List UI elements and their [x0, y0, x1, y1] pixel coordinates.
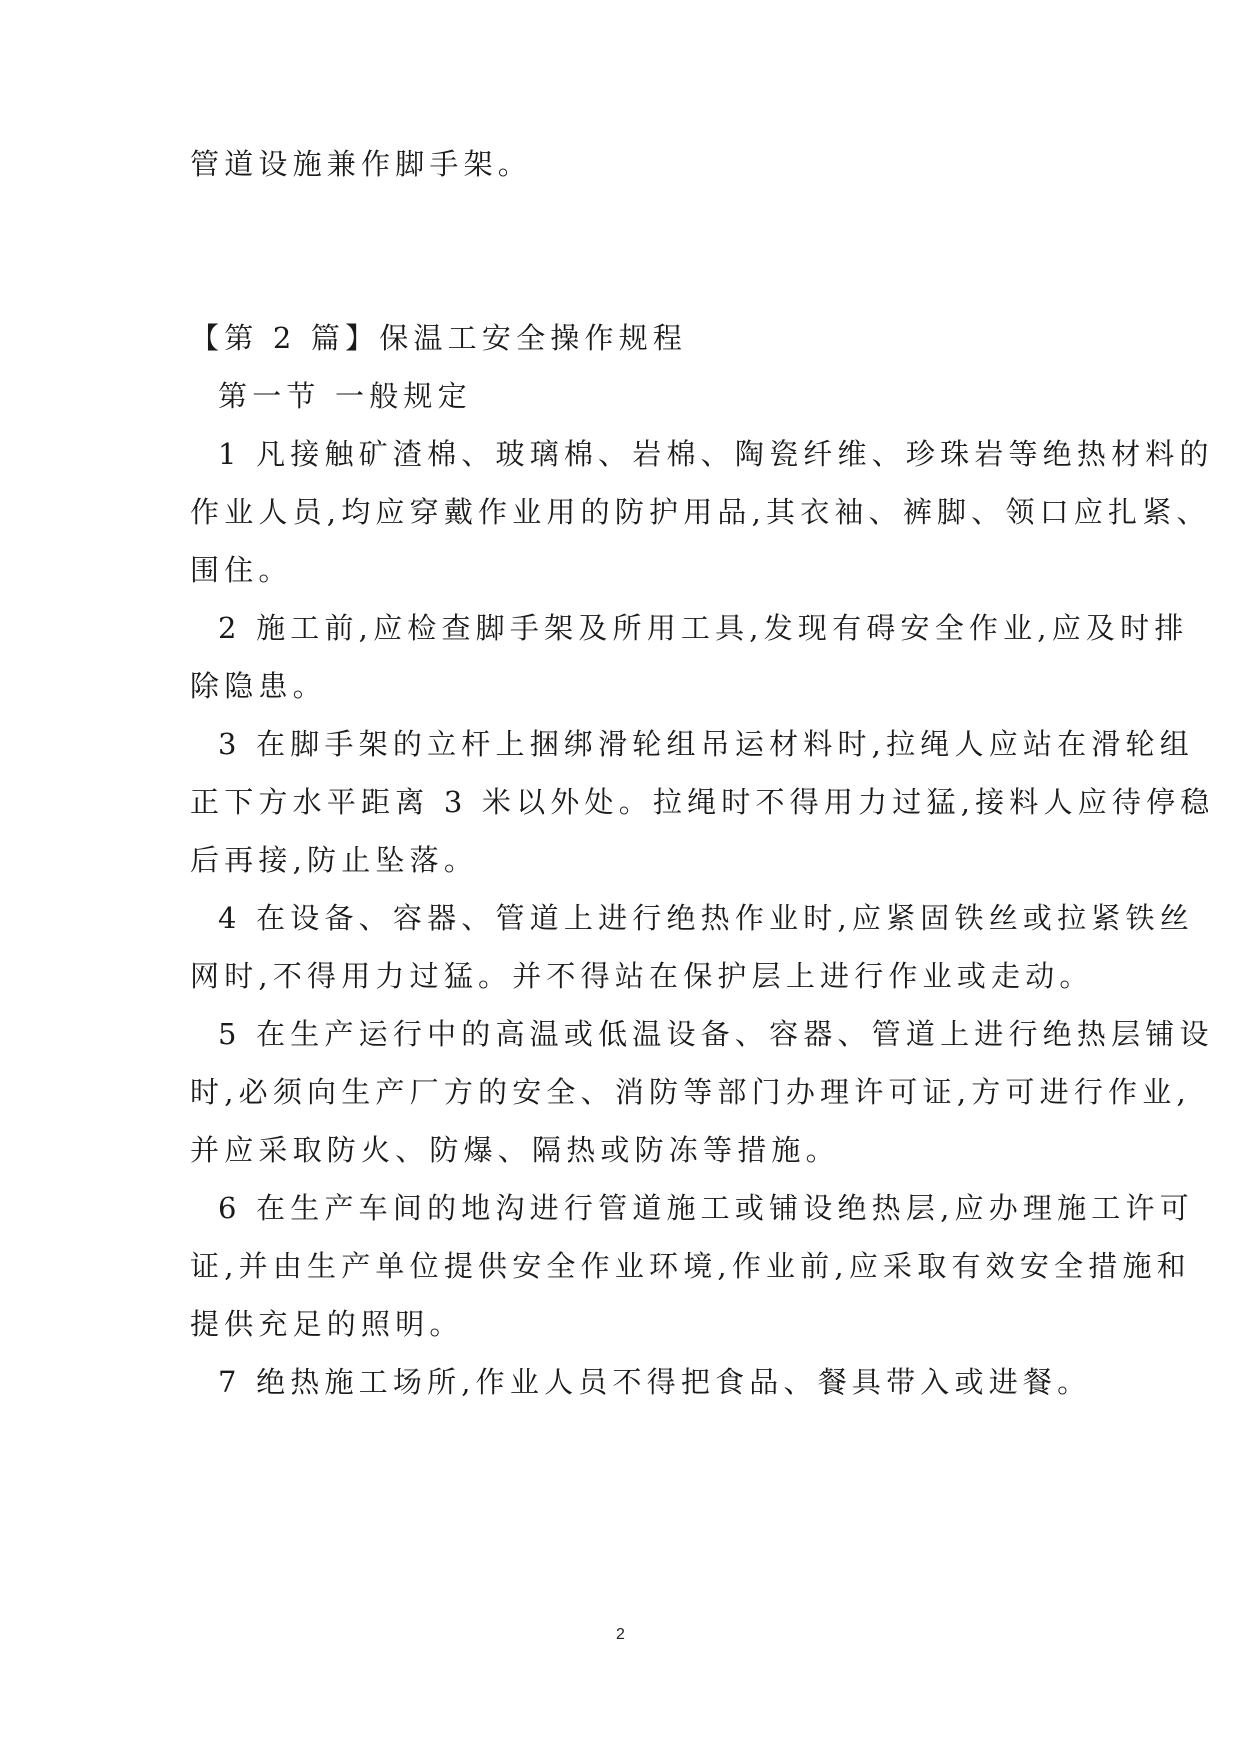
text-line: 5 在生产运行中的高温或低温设备、容器、管道上进行绝热层铺设 [218, 1017, 1214, 1051]
text-line: 提供充足的照明。 [190, 1307, 464, 1341]
text-line: 后再接,防止坠落。 [190, 843, 479, 877]
text-line: 4 在设备、容器、管道上进行绝热作业时,应紧固铁丝或拉紧铁丝 [218, 901, 1194, 935]
page-number: 2 [616, 1626, 625, 1643]
text-line: 证,并由生产单位提供安全作业环境,作业前,应采取有效安全措施和 [190, 1249, 1191, 1283]
text-line: 6 在生产车间的地沟进行管道施工或铺设绝热层,应办理施工许可 [218, 1191, 1194, 1225]
section-heading: 【第 2 篇】保温工安全操作规程 [190, 321, 688, 355]
text-line: 正下方水平距离 3 米以外处。拉绳时不得用力过猛,接料人应待停稳 [190, 785, 1215, 819]
text-line: 除隐患。 [190, 669, 327, 703]
text-line: 时,必须向生产厂方的安全、消防等部门办理许可证,方可进行作业, [190, 1075, 1191, 1109]
text-line: 围住。 [190, 553, 293, 587]
text-line: 管道设施兼作脚手架。 [190, 147, 533, 181]
text-line: 2 施工前,应检查脚手架及所用工具,发现有碍安全作业,应及时排 [218, 611, 1189, 645]
subsection-heading: 第一节 一般规定 [218, 379, 472, 413]
text-line: 作业人员,均应穿戴作业用的防护用品,其衣袖、裤脚、领口应扎紧、 [190, 495, 1211, 529]
text-line: 1 凡接触矿渣棉、玻璃棉、岩棉、陶瓷纤维、珍珠岩等绝热材料的 [218, 437, 1214, 471]
text-line: 网时,不得用力过猛。并不得站在保护层上进行作业或走动。 [190, 959, 1094, 993]
text-line: 3 在脚手架的立杆上捆绑滑轮组吊运材料时,拉绳人应站在滑轮组 [218, 727, 1194, 761]
text-line: 7 绝热施工场所,作业人员不得把食品、餐具带入或进餐。 [218, 1365, 1092, 1399]
text-line: 并应采取防火、防爆、隔热或防冻等措施。 [190, 1133, 840, 1167]
